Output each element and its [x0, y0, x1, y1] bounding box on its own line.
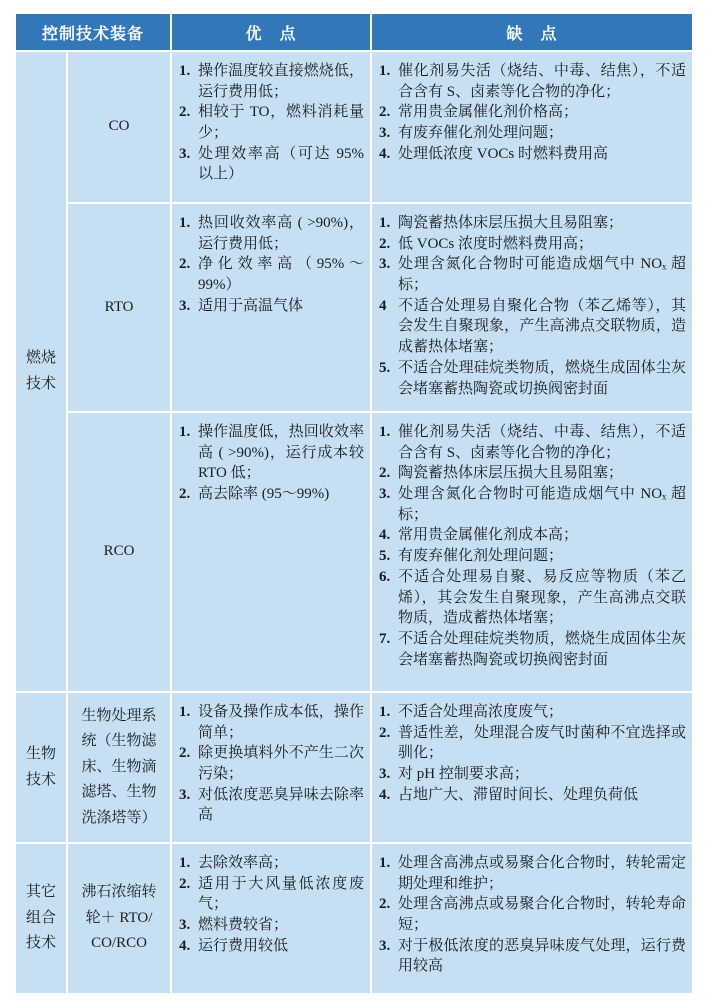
item-text: 不适合处理易自聚化合物（苯乙烯等），其会发生自聚现象，产生高沸点交联物质，造成蓄热体堵塞； — [398, 297, 687, 356]
list-item — [379, 484, 686, 525]
item-text: 操作温度低，热回收效率高 ( >90%)，运行成本较 RTO 低； — [198, 424, 365, 482]
list-item — [179, 874, 364, 915]
item-number: 2. — [379, 724, 391, 741]
item-text: 有废弃催化剂处理问题； — [398, 125, 564, 142]
item-text: 常用贵金属催化剂成本高； — [398, 527, 579, 544]
item-number: 2. — [379, 104, 391, 121]
item-number: 4 — [379, 297, 387, 314]
item-number: 3. — [179, 297, 191, 314]
item-text: 适用于大风量低浓度废气； — [198, 875, 365, 913]
item-text: 处理低浓度 VOCs 时燃料费用高 — [398, 145, 609, 162]
item-text: 高去除率 (95～99%) — [198, 486, 330, 503]
item-text: 运行费用较低 — [198, 937, 289, 954]
list-item — [379, 936, 686, 977]
item-text: 不适合处理易自聚、易反应等物质（苯乙烯），其会发生自聚现象，产生高沸点交联物质，造成蓄热体堵塞； — [398, 568, 687, 627]
list-item — [379, 525, 686, 546]
item-text: 处理含氮化合物时可能造成烟气中 NOₓ 超标； — [398, 486, 687, 523]
item-text: 相较于 TO，燃料消耗量少； — [198, 104, 365, 142]
list-item — [379, 358, 686, 399]
item-text: 处理含高沸点或易聚合化合物时，转轮需定期处理和维护； — [398, 855, 687, 892]
list-item — [379, 234, 686, 255]
item-number: 7. — [379, 630, 391, 647]
pros-cell-co — [172, 52, 370, 202]
item-number: 3. — [379, 937, 391, 954]
item-text: 有废弃催化剂处理问题； — [398, 548, 564, 565]
list-item — [379, 61, 686, 102]
list-item — [379, 254, 686, 295]
item-text: 处理含高沸点或易聚合化合物时，转轮寿命短； — [398, 896, 687, 934]
item-number: 2. — [179, 256, 191, 273]
list-item — [379, 213, 686, 234]
list-item — [379, 567, 686, 629]
item-number: 2. — [179, 104, 191, 121]
item-number: 1. — [379, 855, 391, 871]
list-item — [179, 102, 364, 143]
table-row-co — [16, 52, 692, 202]
item-number: 3. — [379, 125, 391, 142]
item-number: 5. — [379, 548, 391, 565]
item-text: 低 VOCs 浓度时燃料费用高； — [398, 235, 594, 252]
table-row-rto — [16, 204, 692, 411]
pros-cell-rco — [172, 413, 370, 691]
item-number: 1. — [179, 704, 191, 720]
list-item — [379, 463, 686, 484]
pros-cell-bio — [172, 693, 370, 842]
equipment-cell-zeolite-wheel: 沸石浓缩转轮＋ RTO/ CO/RCO — [68, 844, 170, 993]
pros-cell-rto — [172, 204, 370, 411]
item-text: 设备及操作成本低，操作简单； — [198, 704, 365, 741]
list-item — [379, 853, 686, 894]
list-item — [179, 936, 364, 957]
cons-cell-other — [372, 844, 692, 993]
item-number: 1. — [179, 215, 191, 231]
item-text: 不适合处理高浓度废气； — [398, 704, 564, 720]
list-item — [179, 702, 364, 743]
item-text: 处理含氮化合物时可能造成烟气中 NOₓ 超标； — [398, 256, 687, 294]
list-item — [179, 296, 364, 317]
table-row-other-combo — [16, 844, 692, 993]
item-number: 4. — [379, 145, 391, 162]
item-number: 4. — [379, 527, 391, 544]
item-text: 不适合处理硅烷类物质，燃烧生成固体尘灰会堵塞蓄热陶瓷或切换阀密封面 — [398, 630, 687, 668]
item-text: 对低浓度恶臭异味去除率高 — [198, 786, 365, 824]
item-number: 1. — [379, 704, 391, 720]
item-number: 1. — [379, 63, 391, 79]
control-tech-comparison-table — [14, 12, 694, 995]
item-number: 6. — [379, 568, 391, 585]
category-cell-biological: 生物技术 — [16, 693, 66, 842]
item-text: 陶瓷蓄热体床层压损大且易阻塞； — [398, 215, 624, 231]
item-number: 1. — [179, 855, 191, 871]
item-text: 适用于高温气体 — [198, 297, 304, 314]
header-cell-equipment: 控制技术装备 — [16, 14, 170, 50]
header-row — [16, 14, 692, 50]
list-item — [179, 915, 364, 936]
item-text: 操作温度较直接燃烧低，运行费用低； — [198, 63, 365, 100]
item-number: 3. — [379, 766, 391, 783]
item-number: 1. — [379, 215, 391, 231]
item-number: 3. — [379, 486, 391, 503]
list-item — [379, 764, 686, 785]
item-text: 陶瓷蓄热体床层压损大且易阻塞； — [398, 465, 624, 482]
list-item — [179, 144, 364, 185]
item-number: 2. — [379, 896, 391, 913]
item-number: 3. — [179, 145, 191, 162]
cons-cell-rco — [372, 413, 692, 691]
item-text: 常用贵金属催化剂价格高； — [398, 104, 579, 121]
list-item — [379, 894, 686, 935]
list-item — [379, 785, 686, 806]
item-number: 1. — [179, 424, 191, 440]
item-text: 燃料费较省； — [198, 917, 289, 934]
list-item — [379, 123, 686, 144]
item-number: 3. — [179, 786, 191, 803]
item-number: 4. — [179, 937, 191, 954]
item-text: 对 pH 控制要求高； — [398, 766, 529, 783]
cons-cell-bio — [372, 693, 692, 842]
table-row-rco — [16, 413, 692, 691]
header-cell-pros: 优 点 — [172, 14, 370, 50]
item-number: 1. — [179, 63, 191, 79]
list-item — [379, 296, 686, 358]
item-text: 热回收效率高 ( >90%)，运行费用低； — [198, 215, 365, 252]
item-text: 去除效率高； — [198, 855, 289, 871]
item-number: 5. — [379, 359, 391, 376]
item-text: 不适合处理硅烷类物质，燃烧生成固体尘灰会堵塞蓄热陶瓷或切换阀密封面 — [398, 359, 687, 397]
cons-cell-co — [372, 52, 692, 202]
item-text: 对于极低浓度的恶臭异味废气处理，运行费用较高 — [398, 937, 687, 975]
table-row-bio — [16, 693, 692, 842]
list-item — [179, 785, 364, 826]
pros-cell-other — [172, 844, 370, 993]
list-item — [179, 213, 364, 254]
list-item — [179, 254, 364, 295]
item-number: 2. — [179, 875, 191, 892]
list-item — [179, 743, 364, 784]
category-cell-combustion: 燃烧技术 — [16, 52, 66, 691]
cons-cell-rto — [372, 204, 692, 411]
list-item — [179, 853, 364, 874]
list-item — [379, 144, 686, 165]
equipment-cell-rto: RTO — [68, 204, 170, 411]
item-text: 占地广大、滞留时间长、处理负荷低 — [398, 786, 639, 803]
item-text: 净化效率高（95%～99%） — [198, 256, 365, 294]
list-item — [379, 422, 686, 463]
item-number: 1. — [379, 424, 391, 440]
item-text: 处理效率高（可达 95% 以上） — [198, 145, 365, 183]
item-number: 2. — [179, 745, 191, 762]
item-number: 4. — [379, 786, 391, 803]
item-number: 3. — [179, 917, 191, 934]
list-item — [379, 702, 686, 723]
equipment-cell-rco: RCO — [68, 413, 170, 691]
item-number: 3. — [379, 256, 391, 273]
item-text: 催化剂易失活（烧结、中毒、结焦），不适合含有 S、卤素等化合物的净化； — [398, 63, 687, 100]
list-item — [179, 422, 364, 484]
list-item — [179, 61, 364, 102]
list-item — [379, 102, 686, 123]
item-number: 2. — [179, 486, 191, 503]
item-text: 除更换填料外不产生二次污染； — [198, 745, 365, 783]
list-item — [379, 723, 686, 764]
item-text: 普适性差，处理混合废气时菌种不宜选择或驯化； — [398, 724, 687, 762]
list-item — [179, 484, 364, 505]
header-cell-cons: 缺 点 — [372, 14, 692, 50]
list-item — [379, 629, 686, 670]
item-number: 2. — [379, 465, 391, 482]
list-item — [379, 546, 686, 567]
item-text: 催化剂易失活（烧结、中毒、结焦），不适合含有 S、卤素等化合物的净化； — [398, 424, 687, 461]
category-cell-other-combo: 其它组合技术 — [16, 844, 66, 993]
equipment-cell-bio-system: 生物处理系统（生物滤床、生物滴滤塔、生物洗涤塔等） — [68, 693, 170, 842]
item-number: 2. — [379, 235, 391, 252]
equipment-cell-co: CO — [68, 52, 170, 202]
